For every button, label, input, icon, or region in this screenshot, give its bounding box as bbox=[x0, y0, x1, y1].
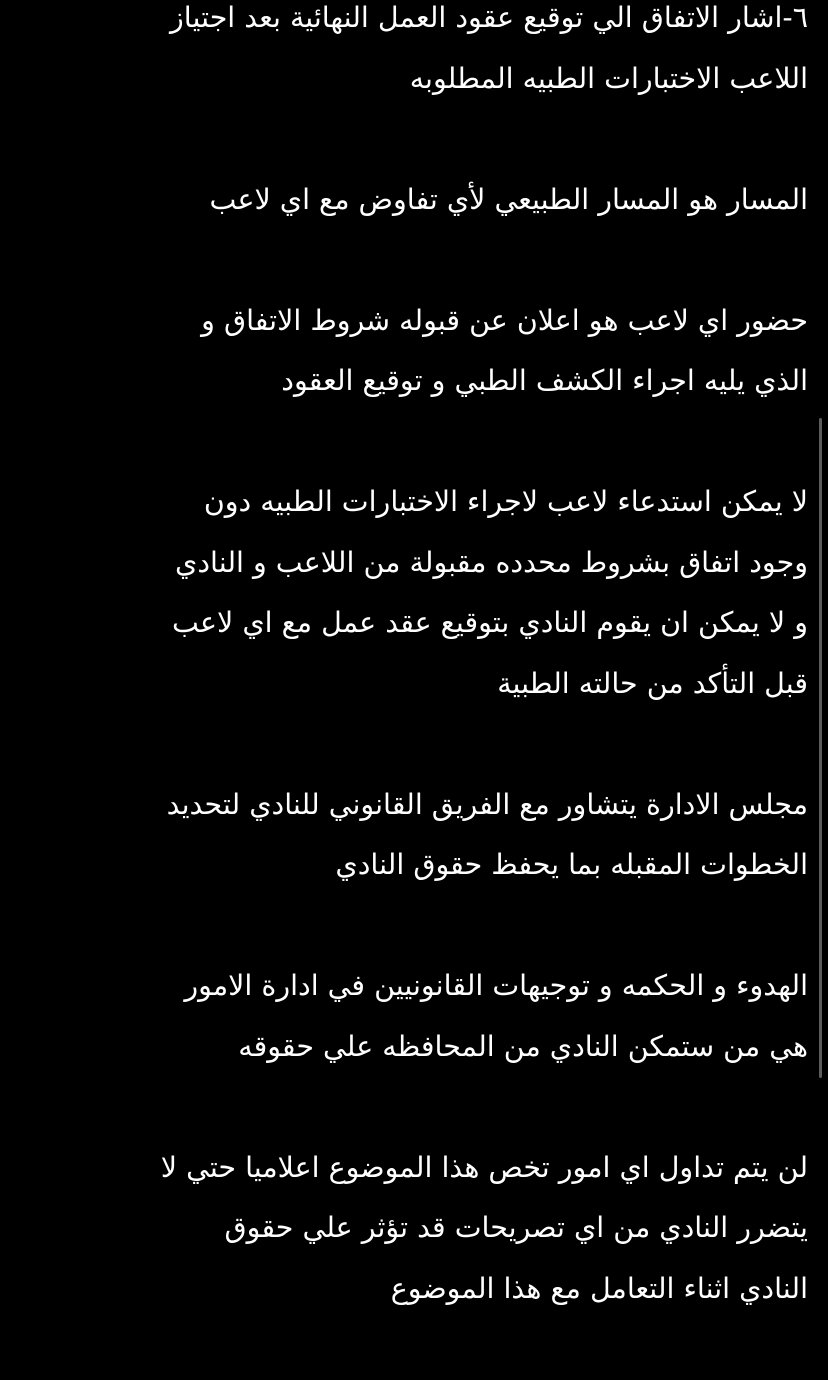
text-line: حضور اي لاعب هو اعلان عن قبوله شروط الاتفاق و bbox=[201, 303, 808, 337]
text-line: مجلس الادارة يتشاور مع الفريق القانوني للنادي لتحديد bbox=[166, 787, 808, 821]
paragraph-board-legal bbox=[14, 775, 808, 896]
text-line: قبل التأكد من حالته الطبية bbox=[497, 666, 808, 700]
paragraph-agreement-contracts bbox=[14, 0, 808, 109]
paragraph-player-attendance bbox=[14, 291, 808, 412]
text-line: المسار هو المسار الطبيعي لأي تفاوض مع اي لاعب bbox=[209, 182, 808, 216]
text-line: يتضرر النادي من اي تصريحات قد تؤثر علي حقوق bbox=[224, 1211, 808, 1244]
paragraph-medical-tests bbox=[14, 472, 808, 714]
text-line: هي من ستمكن النادي من المحافظه علي حقوقه bbox=[238, 1029, 808, 1063]
text-line: و لا يمكن ان يقوم النادي بتوقيع عقد عمل مع اي لاعب bbox=[172, 606, 808, 639]
text-line: لا يمكن استدعاء لاعب لاجراء الاختبارات الطبيه دون bbox=[203, 485, 808, 518]
paragraph-calm-wisdom bbox=[14, 956, 808, 1077]
vertical-scrollbar[interactable] bbox=[819, 418, 822, 1078]
text-line: الذي يليه اجراء الكشف الطبي و توقيع العقود bbox=[281, 364, 808, 397]
message-text[interactable] bbox=[14, 0, 808, 1380]
paragraph-natural-path bbox=[14, 170, 808, 231]
text-line: الهدوء و الحكمه و توجيهات القانونيين في ادارة الامور bbox=[184, 969, 808, 1002]
paragraph-media-silence bbox=[14, 1138, 808, 1320]
text-line: النادي اثناء التعامل مع هذا الموضوع bbox=[390, 1271, 808, 1305]
text-line: ٦-اشار الاتفاق الي توقيع عقود العمل النهائية بعد اجتياز bbox=[170, 1, 808, 34]
text-line: وجود اتفاق بشروط محدده مقبولة من اللاعب و النادي bbox=[175, 545, 808, 579]
text-line: الخطوات المقبله بما يحفظ حقوق النادي bbox=[335, 848, 808, 881]
text-line: اللاعب الاختبارات الطبيه المطلوبه bbox=[409, 61, 808, 95]
text-line: لن يتم تداول اي امور تخص هذا الموضوع اعلاميا حتي لا bbox=[160, 1150, 808, 1184]
